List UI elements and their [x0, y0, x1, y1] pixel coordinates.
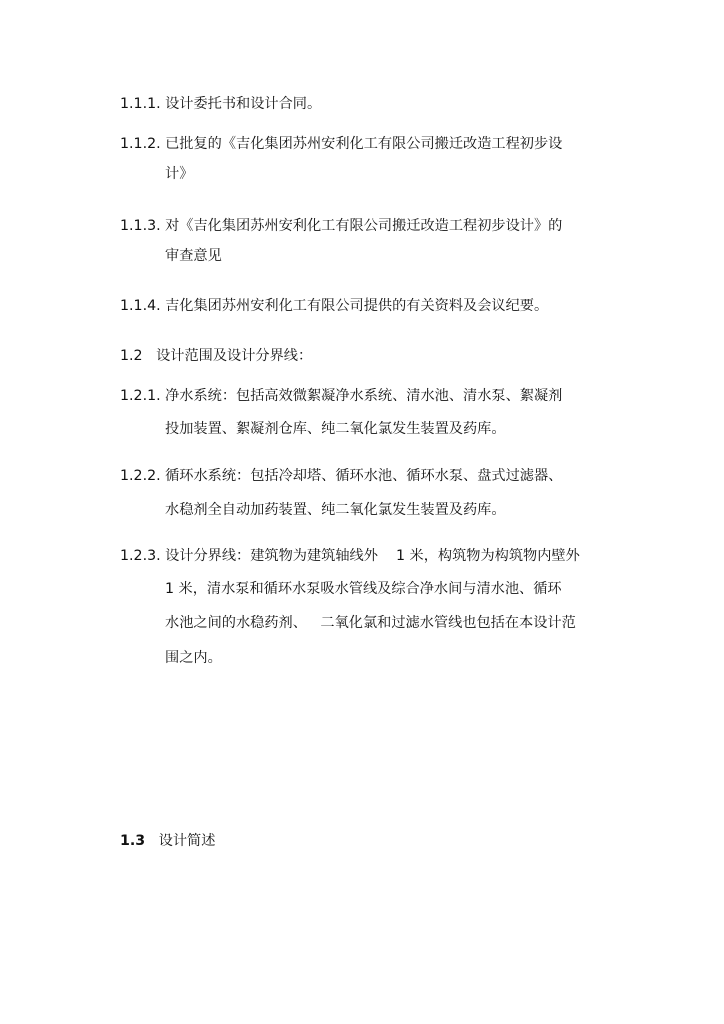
line-1-2-3-cont-2: 水池之间的水稳药剂、 二氧化氯和过滤水管线也包括在本设计范 [165, 615, 576, 631]
line-1-2-2-cont: 水稳剂全自动加药装置、纯二氧化氯发生装置及药库。 [165, 502, 506, 518]
line-1-2-3-cont-3: 围之内。 [165, 650, 222, 666]
line-1-1-1: 1.1.1. 设计委托书和设计合同。 [120, 96, 322, 112]
line-1-2-1: 1.2.1. 净水系统：包括高效微絮凝净水系统、清水池、清水泵、絮凝剂 [120, 388, 563, 404]
line-1-1-3-cont: 审查意见 [165, 248, 222, 264]
line-1-1-2: 1.1.2. 已批复的《吉化集团苏州安利化工有限公司搬迁改造工程初步设 [120, 136, 563, 152]
heading-1-3-title: 设计简述 [158, 833, 216, 849]
line-1-2-3: 1.2.3. 设计分界线：建筑物为建筑轴线外 1 米，构筑物为构筑物内壁外 [120, 548, 580, 564]
line-1-1-4: 1.1.4. 吉化集团苏州安利化工有限公司提供的有关资料及会议纪要。 [120, 298, 549, 314]
heading-1-3-gap [145, 833, 159, 849]
line-1-2-3-cont-1: 1 米，清水泵和循环水泵吸水管线及综合净水间与清水池、循环 [165, 581, 562, 597]
line-1-2-2: 1.2.2. 循环水系统：包括冷却塔、循环水池、循环水泵、盘式过滤器、 [120, 468, 563, 484]
line-1-1-3: 1.1.3. 对《吉化集团苏州安利化工有限公司搬迁改造工程初步设计》的 [120, 218, 563, 234]
heading-1-2: 1.2 设计范围及设计分界线： [120, 348, 313, 364]
heading-1-3-number: 1.3 [120, 833, 146, 849]
heading-1-3 [120, 831, 215, 851]
line-1-2-1-cont: 投加装置、絮凝剂仓库、纯二氧化氯发生装置及药库。 [165, 421, 506, 437]
line-1-1-2-cont: 计》 [165, 166, 194, 182]
